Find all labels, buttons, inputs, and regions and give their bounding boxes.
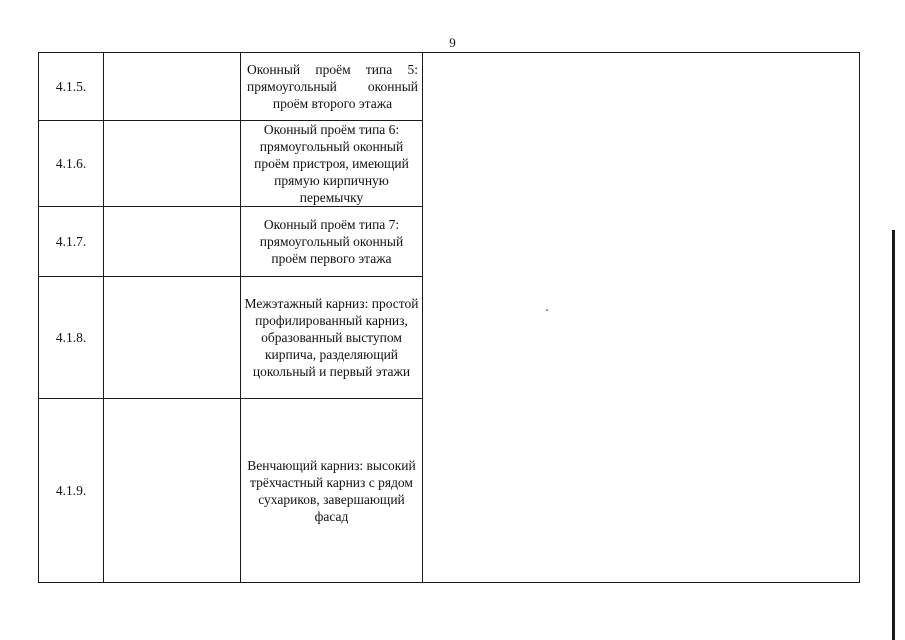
drawing-cell <box>104 121 241 207</box>
row-number: 4.1.9. <box>39 399 104 583</box>
row-number: 4.1.8. <box>39 277 104 399</box>
element-description: Оконный проём типа 6: прямоугольный оконный проём пристроя, имеющий прямую кирпичную перемычку <box>241 121 423 207</box>
page-number: 9 <box>449 35 456 50</box>
architectural-elements-table <box>38 52 860 583</box>
row-number: 4.1.5. <box>39 53 104 121</box>
drawing-cell <box>104 53 241 121</box>
element-description: Венчающий карниз: высокий трёхчастный карниз с рядом сухариков, завершающий фасад <box>241 399 423 583</box>
element-description: Оконный проём типа 7: прямоугольный оконный проём первого этажа <box>241 207 423 277</box>
drawing-cell <box>104 399 241 583</box>
row-number: 4.1.6. <box>39 121 104 207</box>
drawing-cell <box>104 207 241 277</box>
table-row <box>39 53 860 121</box>
scan-speck <box>546 309 548 311</box>
element-description: Оконный проём типа 5: прямоугольный оконный проём второго этажа <box>241 53 423 121</box>
photo-cell <box>423 53 860 583</box>
drawing-cell <box>104 277 241 399</box>
element-description: Межэтажный карниз: простой профилированный карниз, образованный выступом кирпича, разделяющий цокольный и первый этажи <box>241 277 423 399</box>
row-number: 4.1.7. <box>39 207 104 277</box>
scan-binding-edge <box>892 230 895 640</box>
element-table-wrapper <box>38 52 860 583</box>
